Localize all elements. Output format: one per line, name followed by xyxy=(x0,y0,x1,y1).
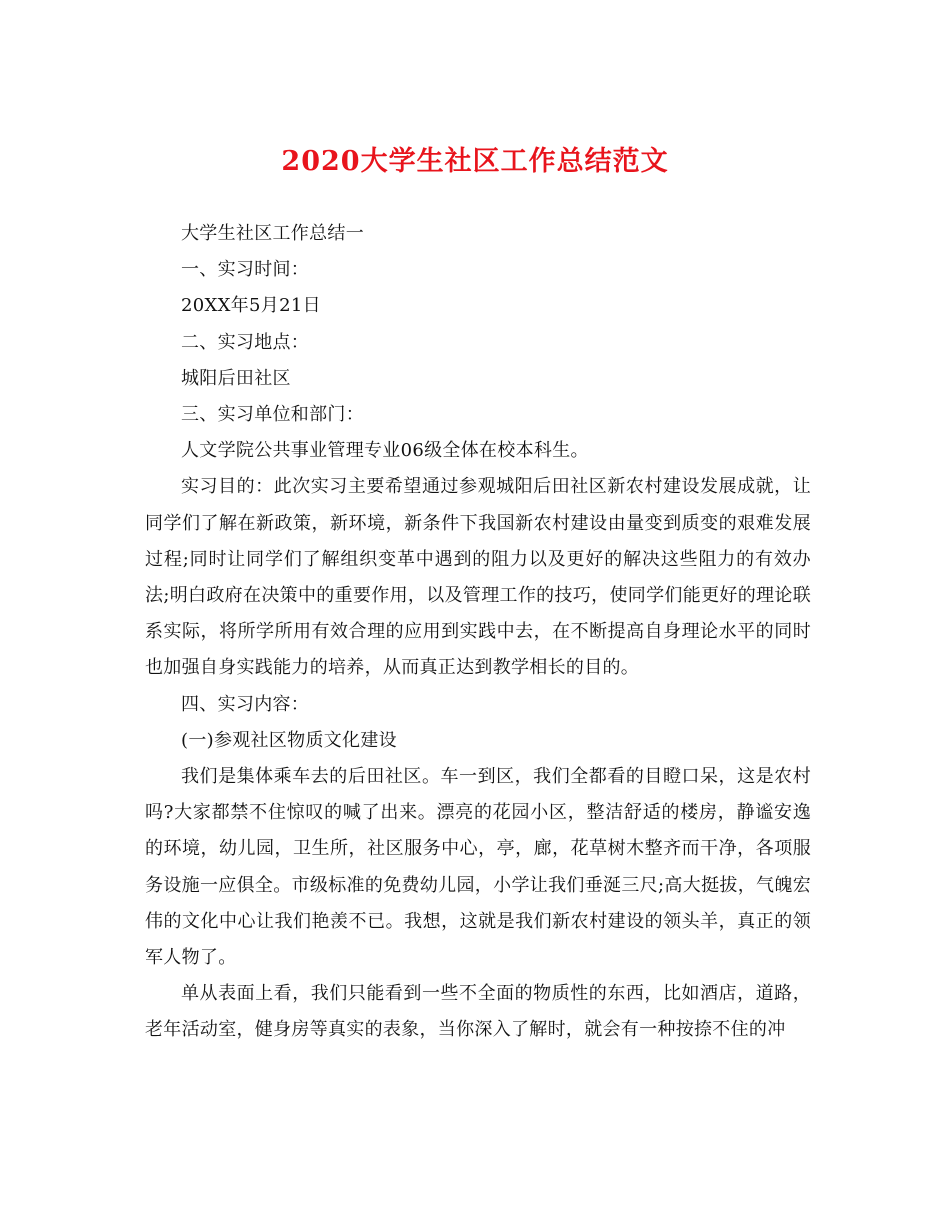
paragraph: 城阳后田社区 xyxy=(181,367,291,389)
paragraph: 20XX年5月21日 xyxy=(181,295,321,317)
paragraph: 我们是集体乘车去的后田社区。车一到区，我们全都看的目瞪口呆，这是农村吗?大家都禁不住惊叹的喊了出来。漂亮的花园小区，整洁舒适的楼房，静谧安逸的环境，幼儿园，卫生所，社区服务中心，亭，廊，花草树木整齐而干净，各项服务设施一应俱全。市级标准的免费幼儿园，小学让我们垂涎三尺;高大挺拔，气魄宏伟的文化中心让我们艳羡不已。我想，这就是我们新农村建设的领头羊，真正的领军人物了。 xyxy=(145,766,811,969)
paragraph: 实习目的：此次实习主要希望通过参观城阳后田社区新农村建设发展成就，让同学们了解在新政策，新环境，新条件下我国新农村建设由量变到质变的艰难发展过程;同时让同学们了解组织变革中遇到的阻力以及更好的解决这些阻力的有效办法;明白政府在决策中的重要作用，以及管理工作的技巧，使同学们能更好的理论联系实际，将所学所用有效合理的应用到实践中去，在不断提高自身理论水平的同时也加强自身实践能力的培养，从而真正达到教学相长的目的。 xyxy=(145,476,811,679)
document-body xyxy=(145,216,811,1049)
paragraph: 大学生社区工作总结一 xyxy=(181,223,364,244)
paragraph: 二、实习地点： xyxy=(181,331,310,353)
document-title: 2020大学生社区工作总结范文 xyxy=(281,146,669,177)
paragraph: 三、实习单位和部门： xyxy=(181,404,364,426)
paragraph: 单从表面上看，我们只能看到一些不全面的物质性的东西，比如酒店，道路，老年活动室，健身房等真实的表象，当你深入了解时，就会有一种按捺不住的冲 xyxy=(145,983,811,1041)
paragraph: 一、实习时间： xyxy=(181,259,310,281)
paragraph: (一)参观社区物质文化建设 xyxy=(181,729,397,751)
paragraph: 人文学院公共事业管理专业06级全体在校本科生。 xyxy=(181,440,589,462)
paragraph: 四、实习内容： xyxy=(181,693,310,715)
